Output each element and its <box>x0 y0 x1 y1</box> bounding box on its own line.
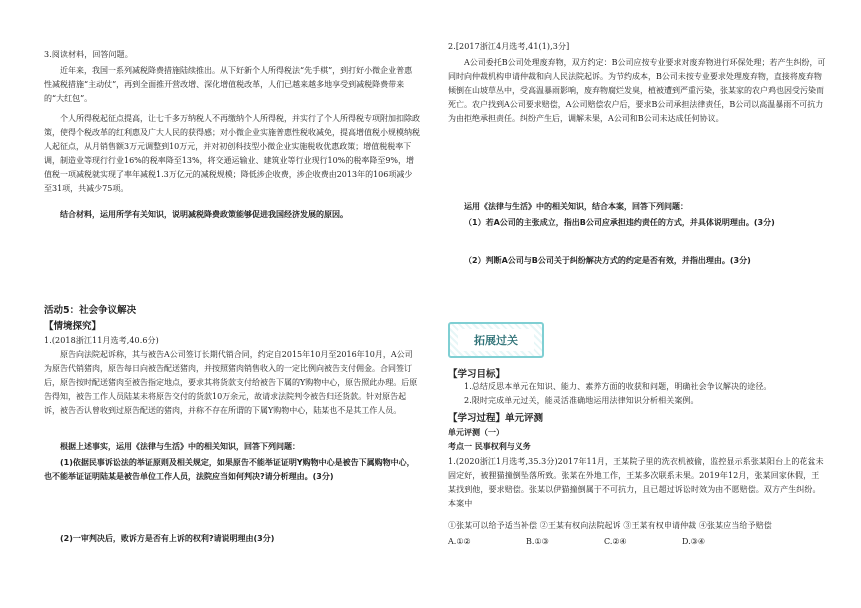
learning-goal-2: 2.限时完成单元过关，能灵活准确地运用法律知识分析相关案例。 <box>464 396 699 405</box>
unit-evaluation-label: 单元评测（一） <box>448 428 504 437</box>
question-3-paragraph-1: 近年来，我国一系列减税降费措施陆续推出。从下好新个人所得税法“先手棋”，到打好小微企业普惠性减税措施“主动仗”，再到全面推开营改增、深化增值税改革，人们已越来越多地享受到减税降费带来的“大红包”。 <box>44 66 413 103</box>
case-1-source: 1.(2018浙江11月选考,40.6分) <box>44 336 159 345</box>
case-1-intro: 根据上述事实，运用《法律与生活》中的相关知识，回答下列问题： <box>60 442 300 451</box>
evaluation-question-1-choices <box>448 535 826 549</box>
question-2-intro: 运用《法律与生活》中的相关知识，结合本案，回答下列问题： <box>464 202 688 211</box>
learning-goals-heading: 【学习目标】 <box>448 369 506 380</box>
case-1-material: 原告向法院起诉称，其与被告A公司签订长期代销合同，约定自2015年10月至2016年10月，A公司为原告代销猪肉，原告每日向被告配送猪肉，并按照猪肉销售收入的一定比例向被告支付佣金。合同签订后，原告按时配送猪肉至被告指定地点，要求其将货款支付给被告下属的Y购物中心，原告照此办理。后原告得知，被告工作人员陆某未将原告交付的货款10万余元，故请求法院判令被告归还货款。针对原告起诉，被告否认曾收到过原告配送的猪肉，并称不存在所谓的下属Y购物中心，陆某也不是其工作人员。 <box>44 350 418 415</box>
evaluation-question-1-statements: ①张某可以给予适当补偿 ②王某有权向法院起诉 ③王某有权申请仲裁 ④张某应当给予赔偿 <box>448 521 772 530</box>
question-3-title: 3.阅读材料，回答问题。 <box>44 50 133 59</box>
extension-badge-label: 拓展过关 <box>458 329 534 351</box>
learning-process-heading: 【学习过程】单元评测 <box>448 413 544 424</box>
activity-5-heading: 活动5：社会争议解决 <box>44 305 137 316</box>
context-heading: 【情境探究】 <box>44 321 102 332</box>
question-2-source: 2.[2017浙江4月选考,41(1),3分] <box>448 42 570 51</box>
question-3-prompt: 结合材料，运用所学有关知识，说明减税降费政策能够促进我国经济发展的原因。 <box>60 210 348 219</box>
question-2-item-2: （2）判断A公司与B公司关于纠纷解决方式的约定是否有效，并指出理由。(3分) <box>464 256 751 265</box>
question-3-paragraph-2: 个人所得税起征点提高，让七千多万纳税人不再缴纳个人所得税，并实行了个人所得税专项附加扣除政策，使得个税改革的红利惠及广大人民的获得感；对小微企业实施普惠性税收减免，提高增值税小规模纳税人起征点，从月销售额3万元调整到10万元，并对初创科技型小微企业实施税收优惠政策；增值税税率下调，制造业等现行行业16%的税率降至13%，将交通运输业、建筑业等行业现行10%的税率降至9%，增值税一项减税就实现了率年减税1.3万亿元的减税规模；降低涉企收费，涉企收费由2013年的106项减少至31项，共减少75项。 <box>44 114 420 193</box>
case-1-question-1: (1)依据民事诉讼法的举证原则及相关规定，如果原告不能举证证明Y购物中心是被告下属购物中心，也不能举证证明陆某是被告单位工作人员，法院应当如何判决?请分析理由。(3分) <box>44 458 415 481</box>
learning-goal-1: 1.总结反思本单元在知识、能力、素养方面的收获和问题，明确社会争议解决的途径。 <box>464 382 772 391</box>
question-2-item-1: （1）若A公司的主张成立，指出B公司应承担违约责任的方式，并具体说明理由。(3分) <box>464 218 775 227</box>
choice-a: A.①② <box>448 537 471 546</box>
choice-d: D.③④ <box>682 537 706 546</box>
choice-b: B.①③ <box>526 537 549 546</box>
question-2-material: A公司委托B公司处理废弃物，双方约定：B公司应按专业要求对废弃物进行环保处理；若产生纠纷，可同时向仲裁机构申请仲裁和向人民法院起诉。为节约成本，B公司未按专业要求处理废弃物，直接将废弃物倾倒在山坡草丛中，受高温暴雨影响，废弃物腐烂发臭，植被遭到严重污染，张某家的农户鸡也因受污染而死亡。农户找到A公司要求赔偿，A公司赔偿农户后，要求B公司承担法律责任，B公司以高温暴雨不可抗力为由拒绝承担责任。纠纷产生后，调解未果，A公司和B公司未达成任何协议。 <box>448 58 826 123</box>
extension-badge <box>448 322 544 358</box>
case-1-question-2: (2)一审判决后，败诉方是否有上诉的权利?请说明理由(3分) <box>60 534 275 543</box>
topic-1-heading: 考点一 民事权利与义务 <box>448 442 531 451</box>
choice-c: C.②④ <box>604 537 627 546</box>
evaluation-question-1: 1.(2020浙江1月选考,35.3分)2017年11月，王某院子里的洗衣机被偷，监控显示系张某阳台上的花盆未固定好，被狸猫撞倒坠落所致。张某在外地工作，王某多次联系未果。2019年12月，张某回家休假，王某找到他，要求赔偿。张某以伊猫撞倒属于不可抗力，且已超过诉讼时效为由不愿赔偿。双方产生纠纷。本案中 <box>448 457 824 508</box>
